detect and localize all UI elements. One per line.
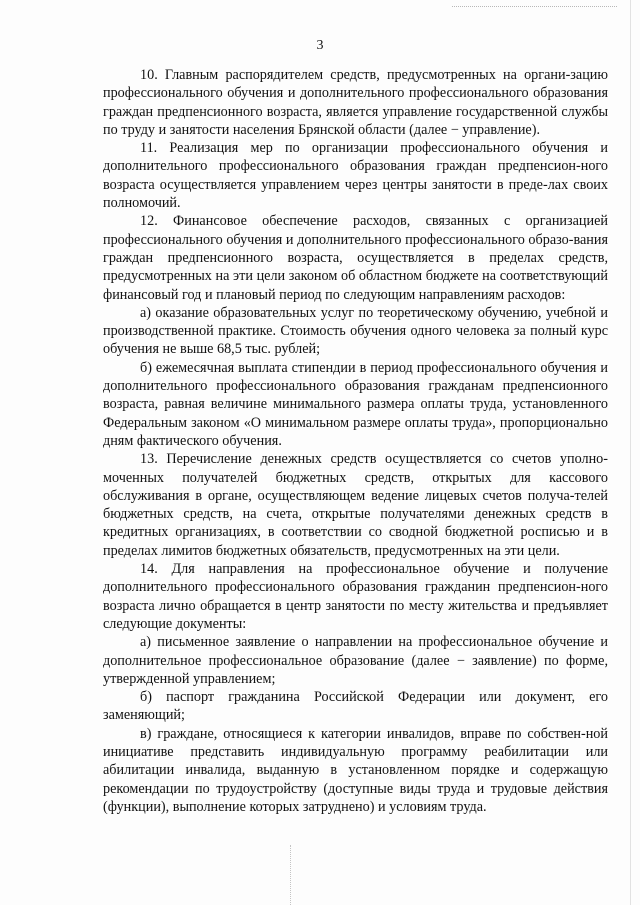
document-body bbox=[103, 66, 608, 816]
paragraph-14-a: а) письменное заявление о направлении на профессиональное обучение и дополнительное профессиональное образование (далее − заявление) по форме, утвержденной управлением; bbox=[103, 634, 608, 687]
page-number: 3 bbox=[316, 38, 324, 53]
paragraph-14-b: б) паспорт гражданина Российской Федерации или документ, его заменяющий; bbox=[103, 689, 608, 724]
paragraph-13: 13. Перечисление денежных средств осуществляется со счетов уполно-моченных получателей бюджетных средств, открытых для кассового обслуживания в органе, осуществляющем ведение лицевых счетов получа-телей бюджетных средств, на счета, открытые получателями денежных средств в кредитных организациях, в соответствии со сводной бюджетной росписью и в пределах лимитов бюджетных обязательств, предусмотренных на эти цели. bbox=[103, 451, 608, 559]
paragraph-11: 11. Реализация мер по организации профессионального обучения и дополнительного профессионального образования граждан предпенсион-ного возраста осуществляется управлением через центры занятости в преде-лах своих полномочий. bbox=[103, 140, 608, 212]
paragraph-14: 14. Для направления на профессиональное обучение и получение дополнительного профессионального образования гражданин предпенсион-ного возраста лично обращается в центр занятости по месту жительства и предъявляет следующие документы: bbox=[103, 561, 608, 632]
paragraph-12: 12. Финансовое обеспечение расходов, связанных с организацией профессионального обучения и дополнительного профессионального образо-вания граждан предпенсионного возраста, осуществляется в пределах средств, предусмотренных на эти цели законом об областном бюджете на соответствующий финансовый год и плановый период по следующим направлениям расходов: bbox=[103, 213, 608, 303]
scan-artifact-dots bbox=[290, 845, 292, 905]
paragraph-12-b: б) ежемесячная выплата стипендии в период профессионального обучения и дополнительного профессионального образования гражданам предпенсионного возраста, равная величине минимального размера оплаты труда, установленного Федеральным законом «О минимальном размере оплаты труда», пропорционально дням фактического обучения. bbox=[103, 359, 608, 449]
page-edge bbox=[630, 0, 631, 905]
paragraph-10: 10. Главным распорядителем средств, предусмотренных на органи-зацию профессионального обучения и дополнительного профессионального образования граждан предпенсионного возраста, является управление государственной службы по труду и занятости населения Брянской области (далее − управление). bbox=[103, 67, 608, 138]
paragraph-14-c: в) граждане, относящиеся к категории инвалидов, вправе по собствен-ной инициативе представить индивидуальную программу реабилитации или абилитации инвалида, выданную в установленном порядке и содержащую рекомендации по трудоустройству (доступные виды труда и трудовые действия (функции), выполнение которых затруднено) и условиям труда. bbox=[103, 725, 608, 815]
scan-artifact-line bbox=[452, 6, 617, 7]
paragraph-12-a: а) оказание образовательных услуг по теоретическому обучению, учебной и производственной практике. Стоимость обучения одного человека за полный курс обучения не выше 68,5 тыс. рублей; bbox=[103, 304, 608, 358]
